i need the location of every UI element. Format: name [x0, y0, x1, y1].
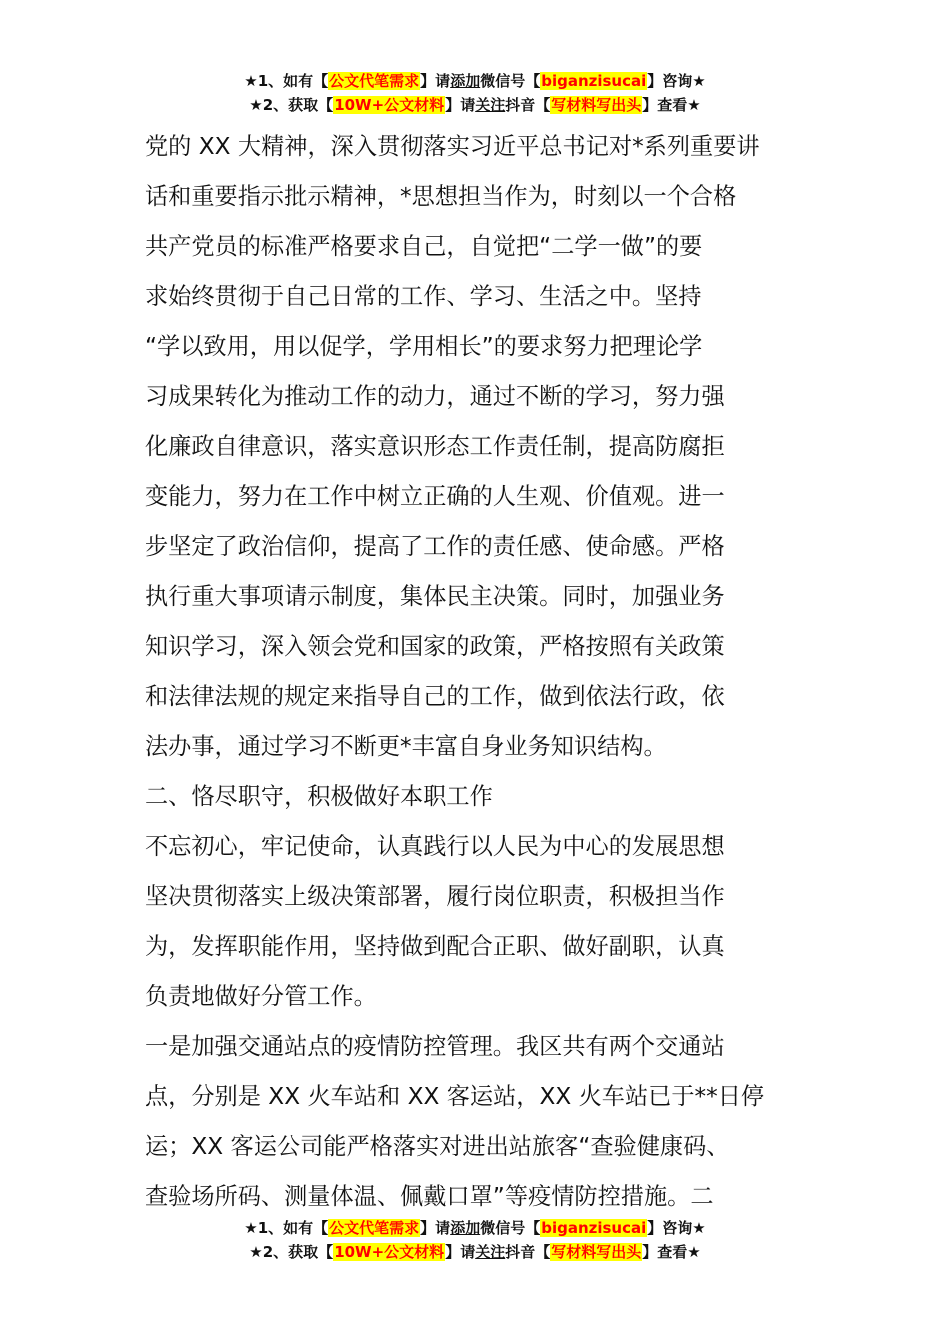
- text-line: 求始终贯彻于自己日常的工作、学习、生活之中。坚持: [145, 283, 702, 310]
- text-line: 一是加强交通站点的疫情防控管理。我区共有两个交通站: [145, 1033, 725, 1060]
- promo-text: 】请: [445, 96, 476, 114]
- promo-text: 抖音【: [505, 1243, 551, 1261]
- promo-underlined: 关注: [475, 96, 506, 114]
- promo-underlined: 关注: [475, 1243, 506, 1261]
- text-line: 点，分别是 XX 火车站和 XX 客运站，XX 火车站已于**日停: [145, 1083, 765, 1110]
- promo-highlight: biganzisucai: [541, 1219, 647, 1237]
- text-line: 党的 XX 大精神，深入贯彻落实习近平总书记对*系列重要讲: [145, 133, 760, 160]
- text-line: 变能力，努力在工作中树立正确的人生观、价值观。进一: [145, 483, 725, 510]
- text-line: 法办事，通过学习不断更*丰富自身业务知识结构。: [145, 733, 667, 760]
- promo-underlined: 添加: [450, 1219, 481, 1237]
- promo-text: 微信号【: [480, 1219, 541, 1237]
- section-heading: 二、恪尽职守，积极做好本职工作: [145, 783, 493, 810]
- promo-banner-top: [0, 69, 950, 117]
- promo-text: ★1、如有【: [244, 1219, 329, 1237]
- text-line: 执行重大事项请示制度，集体民主决策。同时，加强业务: [145, 583, 725, 610]
- promo-text: ★2、获取【: [249, 96, 334, 114]
- promo-banner-bottom: [0, 1216, 950, 1264]
- promo-text: ★1、如有【: [244, 72, 329, 90]
- promo-text: 】查看★: [642, 1243, 701, 1261]
- text-line: 坚决贯彻落实上级决策部署，履行岗位职责，积极担当作: [145, 883, 725, 910]
- promo-highlight: 10W+公文材料: [334, 1243, 445, 1261]
- promo-underlined: 添加: [450, 72, 481, 90]
- promo-highlight: 写材料写出头: [551, 96, 642, 114]
- text-line: 和法律法规的规定来指导自己的工作，做到依法行政，依: [145, 683, 725, 710]
- text-line: 共产党员的标准严格要求自己，自觉把“二学一做”的要: [145, 233, 703, 260]
- document-body: [145, 122, 807, 1222]
- promo-text: 抖音【: [505, 96, 551, 114]
- promo-line-1: [0, 69, 950, 93]
- promo-text: 】咨询★: [647, 1219, 706, 1237]
- promo-highlight: 公文代笔需求: [329, 72, 420, 90]
- text-line: 化廉政自律意识，落实意识形态工作责任制，提高防腐拒: [145, 433, 725, 460]
- promo-line-2: [0, 93, 950, 117]
- promo-line-1: [0, 1216, 950, 1240]
- text-line: 知识学习，深入领会党和国家的政策，严格按照有关政策: [145, 633, 725, 660]
- text-line: 步坚定了政治信仰，提高了工作的责任感、使命感。严格: [145, 533, 725, 560]
- text-line: 负责地做好分管工作。: [145, 983, 377, 1010]
- promo-text: ★2、获取【: [249, 1243, 334, 1261]
- text-line: 运；XX 客运公司能严格落实对进出站旅客“查验健康码、: [145, 1133, 730, 1160]
- text-line: 查验场所码、测量体温、佩戴口罩”等疫情防控措施。二: [145, 1183, 714, 1210]
- promo-line-2: [0, 1240, 950, 1264]
- promo-text: 】请: [420, 72, 451, 90]
- text-line: “学以致用，用以促学，学用相长”的要求努力把理论学: [145, 333, 703, 360]
- text-line: 习成果转化为推动工作的动力，通过不断的学习，努力强: [145, 383, 725, 410]
- promo-text: 】请: [420, 1219, 451, 1237]
- text-line: 话和重要指示批示精神，*思想担当作为，时刻以一个合格: [145, 183, 737, 210]
- promo-text: 】请: [445, 1243, 476, 1261]
- promo-text: 微信号【: [480, 72, 541, 90]
- text-line: 为，发挥职能作用，坚持做到配合正职、做好副职，认真: [145, 933, 725, 960]
- promo-highlight: 10W+公文材料: [334, 96, 445, 114]
- promo-highlight: 公文代笔需求: [329, 1219, 420, 1237]
- promo-text: 】咨询★: [647, 72, 706, 90]
- promo-text: 】查看★: [642, 96, 701, 114]
- promo-highlight: biganzisucai: [541, 72, 647, 90]
- promo-highlight: 写材料写出头: [551, 1243, 642, 1261]
- text-line: 不忘初心，牢记使命，认真践行以人民为中心的发展思想: [145, 833, 725, 860]
